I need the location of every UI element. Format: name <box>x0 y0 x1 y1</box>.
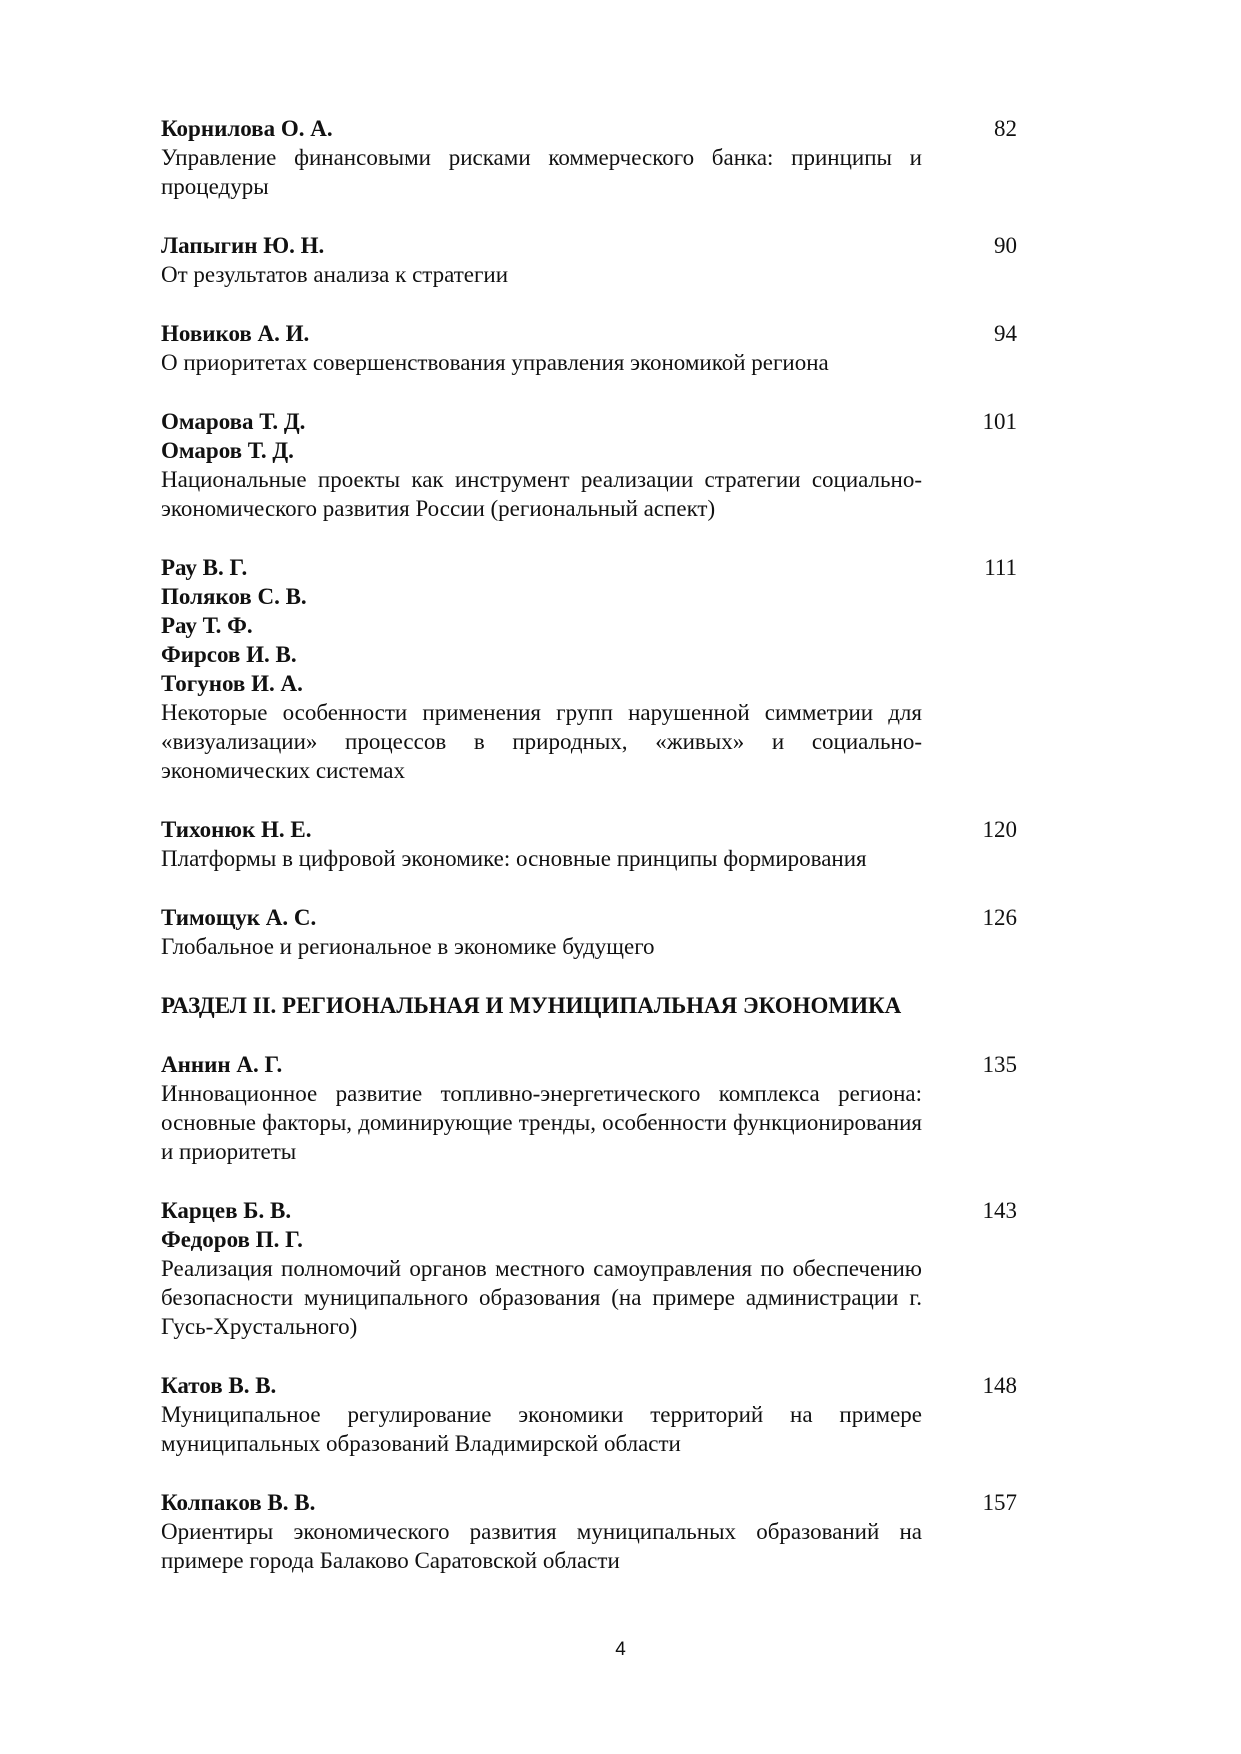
toc-entry-authors <box>161 407 1017 465</box>
toc-entry-author: Омарова Т. Д. <box>161 409 306 434</box>
toc-entry-author: Фирсов И. В. <box>161 642 297 667</box>
table-of-contents <box>161 114 1017 1605</box>
toc-entry-title: О приоритетах совершенствования управления экономикой региона <box>161 350 829 375</box>
toc-entry-author: Тогунов И. А. <box>161 671 303 696</box>
toc-entry-author: Корнилова О. А. <box>161 116 333 141</box>
toc-entry-title: Управление финансовыми рисками коммерческого банка: принципы и процедуры <box>161 145 922 199</box>
toc-entry-authors <box>161 1196 1017 1254</box>
toc-entry-author: Новиков А. И. <box>161 321 310 346</box>
toc-entry-title: Инновационное развитие топливно-энергетического комплекса региона: основные факторы, доминирующие тренды, особенности функционирования и приоритеты <box>161 1081 922 1164</box>
toc-entry-author: Колпаков В. В. <box>161 1490 316 1515</box>
toc-entry-title: Некоторые особенности применения групп нарушенной симметрии для «визуализации» процессов в природных, «живых» и социально-экономических системах <box>161 700 922 783</box>
toc-entry <box>161 319 1017 377</box>
toc-entry-authors <box>161 231 1017 260</box>
toc-entry <box>161 903 1017 961</box>
toc-entry-author: Тихонюк Н. Е. <box>161 817 312 842</box>
toc-entry-author: Карцев Б. В. <box>161 1198 292 1223</box>
toc-entry-authors <box>161 815 1017 844</box>
toc-entry-page-number: 135 <box>982 1052 1017 1077</box>
toc-entry-title: Платформы в цифровой экономике: основные принципы формирования <box>161 846 867 871</box>
toc-entry-author: Омаров Т. Д. <box>161 438 294 463</box>
toc-entry-author: Аннин А. Г. <box>161 1052 283 1077</box>
toc-entry-title: От результатов анализа к стратегии <box>161 262 509 287</box>
toc-entry-title: Ориентиры экономического развития муниципальных образований на примере города Балаково Саратовской области <box>161 1519 922 1573</box>
toc-entry-authors <box>161 553 1017 698</box>
toc-entry-title: Национальные проекты как инструмент реализации стратегии социально-экономического развития России (региональный аспект) <box>161 467 922 521</box>
toc-entry <box>161 1488 1017 1575</box>
toc-entry-authors <box>161 1050 1017 1079</box>
toc-entry-page-number: 126 <box>982 905 1017 930</box>
toc-entry-author: Тимощук А. С. <box>161 905 317 930</box>
page-number: 4 <box>615 1639 626 1660</box>
toc-entry <box>161 231 1017 289</box>
toc-entry-authors <box>161 1371 1017 1400</box>
toc-entry-page-number: 111 <box>984 555 1017 580</box>
toc-entry <box>161 815 1017 873</box>
toc-entry-author: Рау В. Г. <box>161 555 248 580</box>
toc-entry <box>161 407 1017 523</box>
toc-entry-title: Глобальное и региональное в экономике будущего <box>161 934 655 959</box>
toc-entry-authors <box>161 114 1017 143</box>
toc-entries-group <box>161 1050 1017 1575</box>
toc-entry-page-number: 94 <box>994 321 1017 346</box>
toc-entry <box>161 114 1017 201</box>
toc-entry-author: Катов В. В. <box>161 1373 277 1398</box>
toc-entry <box>161 1371 1017 1458</box>
toc-entry-page-number: 101 <box>982 409 1017 434</box>
toc-entry-page-number: 143 <box>982 1198 1017 1223</box>
toc-entry-page-number: 148 <box>982 1373 1017 1398</box>
toc-entry-page-number: 82 <box>994 116 1017 141</box>
toc-entry-authors <box>161 903 1017 932</box>
toc-entry-page-number: 90 <box>994 233 1017 258</box>
toc-entry <box>161 1050 1017 1166</box>
toc-entry-title: Муниципальное регулирование экономики территорий на примере муниципальных образований Владимирской области <box>161 1402 922 1456</box>
toc-entry-page-number: 120 <box>982 817 1017 842</box>
toc-entry <box>161 553 1017 785</box>
toc-entry <box>161 1196 1017 1341</box>
toc-entry-page-number: 157 <box>982 1490 1017 1515</box>
toc-entry-author: Поляков С. В. <box>161 584 307 609</box>
toc-entry-author: Лапыгин Ю. Н. <box>161 233 325 258</box>
toc-entry-authors <box>161 1488 1017 1517</box>
toc-entry-title: Реализация полномочий органов местного самоуправления по обеспечению безопасности муниципального образования (на примере администрации г. Гусь-Хрустального) <box>161 1256 922 1339</box>
section-heading: РАЗДЕЛ II. РЕГИОНАЛЬНАЯ И МУНИЦИПАЛЬНАЯ ЭКОНОМИКА <box>161 993 902 1018</box>
toc-entry-author: Федоров П. Г. <box>161 1227 303 1252</box>
toc-entry-authors <box>161 319 1017 348</box>
toc-entries-group <box>161 114 1017 961</box>
toc-entry-author: Рау Т. Ф. <box>161 613 253 638</box>
